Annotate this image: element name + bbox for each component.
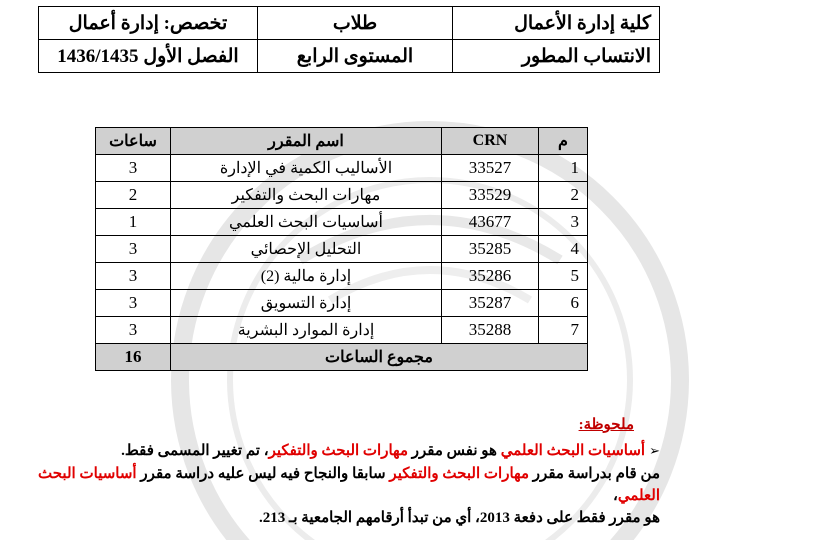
note-highlight: أساسيات البحث العلمي — [38, 466, 660, 504]
arrow-bullet-icon: ➢ — [649, 444, 660, 459]
note-text: ، — [613, 488, 618, 504]
note-highlight: أساسيات البحث العلمي — [500, 443, 646, 459]
total-hours: 16 — [96, 344, 171, 371]
row-course-name: التحليل الإحصائي — [171, 236, 442, 263]
total-label: مجموع الساعات — [171, 344, 588, 371]
header-row — [39, 7, 660, 40]
row-num: 3 — [539, 209, 588, 236]
col-header-hours: ساعات — [96, 128, 171, 155]
table-row — [96, 155, 588, 182]
note-text: من قام بدراسة مقرر — [528, 466, 660, 482]
specialization-label: تخصص: إدارة أعمال — [39, 7, 258, 40]
col-header-crn: CRN — [442, 128, 539, 155]
note-line-2 — [38, 463, 660, 507]
row-hours: 3 — [96, 317, 171, 344]
row-num: 5 — [539, 263, 588, 290]
row-num: 7 — [539, 317, 588, 344]
row-course-name: إدارة مالية (2) — [171, 263, 442, 290]
table-row — [96, 209, 588, 236]
col-header-num: م — [539, 128, 588, 155]
level-label: المستوى الرابع — [258, 40, 453, 73]
row-course-name: إدارة التسويق — [171, 290, 442, 317]
note-title: ملحوظة: — [578, 417, 634, 433]
note-body — [38, 440, 660, 529]
row-course-name: مهارات البحث والتفكير — [171, 182, 442, 209]
row-crn: 35288 — [442, 317, 539, 344]
note-line-3: هو مقرر فقط على دفعة 2013، أي من تبدأ أرقامهم الجامعية بـ 213. — [258, 510, 660, 526]
table-row — [96, 236, 588, 263]
table-row — [96, 290, 588, 317]
total-row — [96, 344, 588, 371]
note-highlight: مهارات البحث والتفكير — [389, 466, 529, 482]
row-crn: 33527 — [442, 155, 539, 182]
row-hours: 3 — [96, 290, 171, 317]
program-name: الانتساب المطور — [453, 40, 660, 73]
row-num: 2 — [539, 182, 588, 209]
table-row — [96, 182, 588, 209]
row-crn: 35286 — [442, 263, 539, 290]
table-row — [96, 263, 588, 290]
row-course-name: الأساليب الكمية في الإدارة — [171, 155, 442, 182]
row-course-name: أساسيات البحث العلمي — [171, 209, 442, 236]
row-hours: 3 — [96, 155, 171, 182]
row-hours: 3 — [96, 263, 171, 290]
header-row — [39, 40, 660, 73]
table-header-row — [96, 128, 588, 155]
note-text: هو نفس مقرر — [408, 443, 501, 459]
row-hours: 3 — [96, 236, 171, 263]
row-hours: 2 — [96, 182, 171, 209]
semester-label: الفصل الأول 1436/1435 — [39, 40, 258, 73]
row-crn: 35285 — [442, 236, 539, 263]
courses-table — [95, 127, 588, 371]
row-num: 4 — [539, 236, 588, 263]
note-line-1 — [38, 440, 660, 463]
row-crn: 43677 — [442, 209, 539, 236]
college-name: كلية إدارة الأعمال — [453, 7, 660, 40]
row-num: 1 — [539, 155, 588, 182]
note-text: سابقا والنجاح فيه ليس عليه دراسة مقرر — [136, 466, 390, 482]
students-label: طلاب — [258, 7, 453, 40]
col-header-name: اسم المقرر — [171, 128, 442, 155]
table-row — [96, 317, 588, 344]
row-hours: 1 — [96, 209, 171, 236]
header-table — [38, 6, 660, 73]
row-num: 6 — [539, 290, 588, 317]
row-crn: 33529 — [442, 182, 539, 209]
row-crn: 35287 — [442, 290, 539, 317]
note-highlight: مهارات البحث والتفكير — [268, 443, 408, 459]
row-course-name: إدارة الموارد البشرية — [171, 317, 442, 344]
note-text: ، تم تغيير المسمى فقط. — [121, 443, 269, 459]
